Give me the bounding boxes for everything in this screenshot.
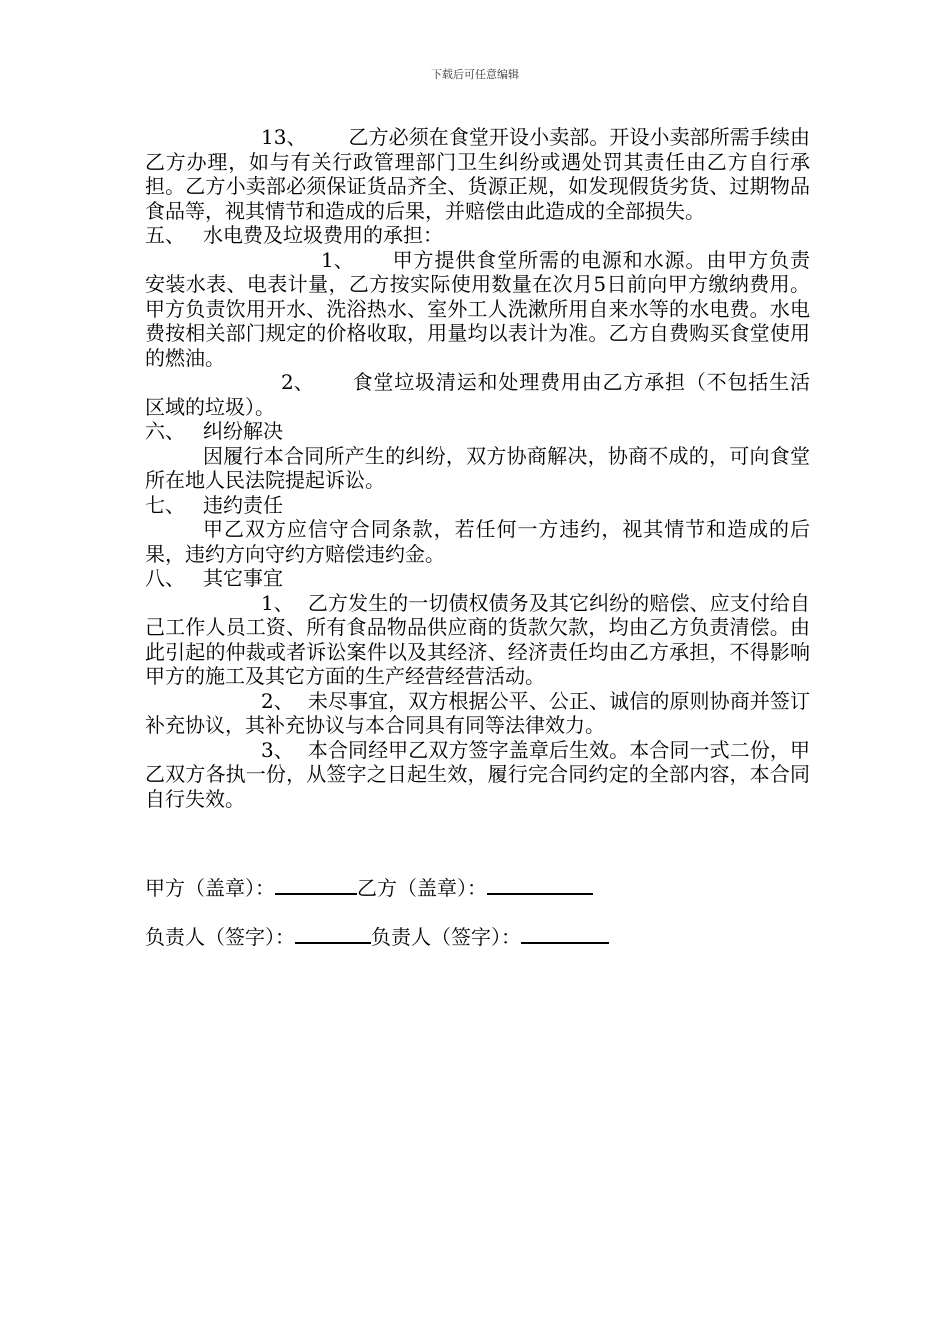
section-number: 七、 [145,492,185,517]
section-heading-8 [145,566,810,591]
clause-number: 13、 [261,125,307,149]
signature-row [145,922,609,949]
party-b-seal-line[interactable] [487,873,593,895]
section-number: 五、 [145,223,185,247]
section-heading-7 [145,493,810,518]
breach-paragraph [145,517,810,566]
party-b-person-label: 负责人（签字）： [371,925,521,949]
section-title: 水电费及垃圾费用的承担： [203,223,443,247]
party-a-seal-label: 甲方（盖章）： [145,876,275,900]
dispute-paragraph [145,444,810,493]
party-a-person-label: 负责人（签字）： [145,925,295,949]
clause-number: 2、 [261,688,294,713]
paragraph-text: 因履行本合同所产生的纠纷，双方协商解决，协商不成的，可向食堂所在地人民法院提起诉讼。 [145,443,810,492]
page-header: 下载后可任意编辑 [431,68,519,81]
section-number: 六、 [145,419,185,443]
clause-text: 乙方发生的一切债权债务及其它纠纷的赔偿、应支付给自己工作人员工资、所有食品物品供应商的货款欠款，均由乙方负责清偿。由此引起的仲裁或者诉讼案件以及其经济、经济责任均由乙方承担，不得影响甲方的施工及其它方面的生产经营经营活动。 [145,590,810,688]
clause-number: 1、 [261,590,294,615]
section-title: 纠纷解决 [203,419,283,443]
party-b-signature-line[interactable] [521,922,609,944]
clause-text: 未尽事宜，双方根据公平、公正、诚信的原则协商并签订补充协议，其补充协议与本合同具有同等法律效力。 [145,688,810,737]
section-heading-5 [145,223,810,248]
contract-body [145,125,810,811]
seal-row [145,873,593,900]
paragraph-text: 甲乙双方应信守合同条款，若任何一方违约，视其情节和造成的后果，违约方向守约方赔偿违约金。 [145,517,810,566]
section-heading-6 [145,419,810,444]
section-title: 其它事宜 [203,566,283,590]
party-a-signature-line[interactable] [295,922,371,944]
clause-5-2 [145,370,810,419]
clause-number: 3、 [261,737,294,762]
clause-13 [145,125,810,223]
clause-text: 乙方必须在食堂开设小卖部。开设小卖部所需手续由乙方办理，如与有关行政管理部门卫生纠纷或遇处罚其责任由乙方自行承担。乙方小卖部必须保证货品齐全、货源正规，如发现假货劣货、过期物品食品等，视其情节和造成的后果，并赔偿由此造成的全部损失。 [145,125,810,223]
clause-8-2 [145,689,810,738]
clause-number: 1、 [321,247,354,272]
clause-number: 2、 [281,370,314,394]
section-title: 违约责任 [203,492,283,517]
clause-5-1 [145,248,810,371]
section-number: 八、 [145,566,185,590]
party-b-seal-label: 乙方（盖章）： [357,876,487,900]
clause-8-1 [145,591,810,689]
clause-text: 本合同经甲乙双方签字盖章后生效。本合同一式二份，甲乙双方各执一份，从签字之日起生效，履行完合同约定的全部内容，本合同自行失效。 [145,737,810,811]
clause-text: 甲方提供食堂所需的电源和水源。由甲方负责安装水表、电表计量，乙方按实际使用数量在次月5日前向甲方缴纳费用。甲方负责饮用开水、洗浴热水、室外工人洗漱所用自来水等的水电费。水电费按相关部门规定的价格收取，用量均以表计为准。乙方自费购买食堂使用的燃油。 [145,247,810,370]
clause-8-3 [145,738,810,812]
clause-text: 食堂垃圾清运和处理费用由乙方承担（不包括生活区域的垃圾）。 [145,370,810,419]
party-a-seal-line[interactable] [275,873,357,895]
